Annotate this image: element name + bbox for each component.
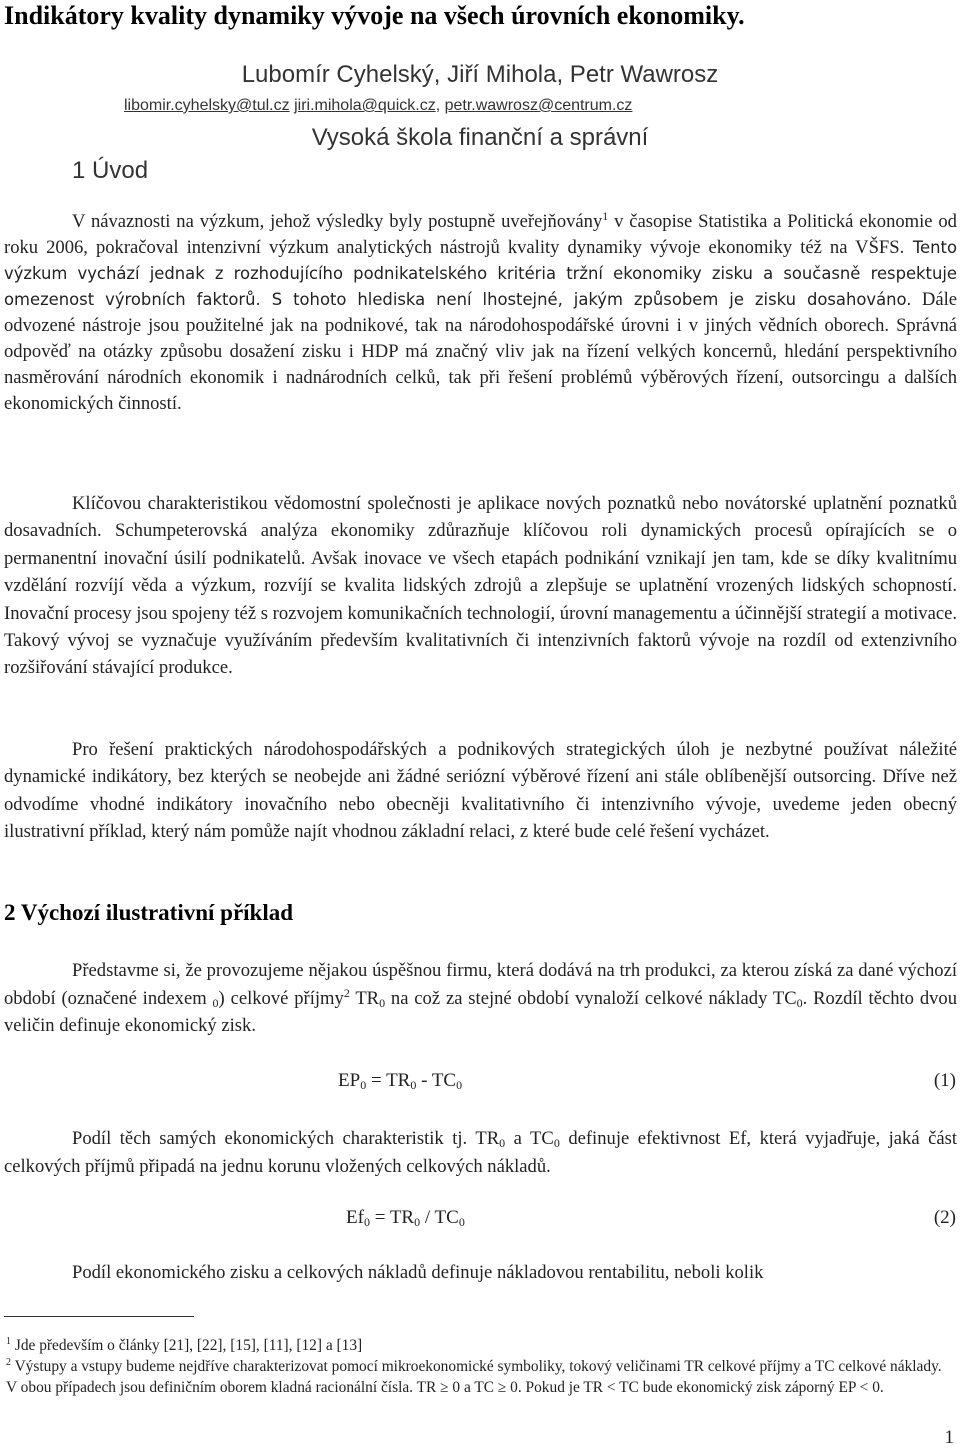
subscript: 0 [410, 1078, 417, 1092]
paragraph-text: definuje efektivnost Ef, která vyjadřuje, jaká část celkových příjmů připadá na jednu korunu vložených celkových nákladů. [4, 1128, 957, 1177]
footnote-divider [4, 1316, 194, 1317]
equation-operator: - [416, 1070, 432, 1091]
paragraph-example [4, 957, 957, 1040]
footnote-reference: 2 [343, 985, 350, 1000]
subscript: 0 [414, 1215, 421, 1229]
paragraph-text: TR [349, 987, 380, 1009]
paragraph-text: ) celkové příjmy [218, 987, 344, 1009]
paragraph-intro [4, 209, 957, 417]
paragraph-rentability: Podíl ekonomického zisku a celkových nákladů definuje nákladovou rentabilitu, neboli kolik [72, 1262, 764, 1283]
equation-term: Ef [346, 1207, 364, 1228]
email-link[interactable]: libomir.cyhelsky@tul.cz [124, 97, 290, 114]
subscript: 0 [379, 995, 386, 1010]
subscript: 0 [212, 995, 219, 1010]
footnote-reference: 1 [602, 209, 609, 223]
authors-line: Lubomír Cyhelský, Jiří Mihola, Petr Wawrosz [241, 61, 719, 88]
paragraph-text: Tento výzkum vychází jednak z rozhodujícího podnikatelského kritéria tržní ekonomiky zisku a současně respektuje omezenost výrobních faktorů. [4, 238, 957, 309]
equation-economic-profit [338, 1068, 462, 1094]
subscript: 0 [360, 1078, 367, 1092]
equation-term: EP [338, 1070, 361, 1091]
subscript: 0 [458, 1215, 465, 1229]
section-heading-example: 2 Výchozí ilustrativní příklad [4, 900, 294, 925]
equation-term: TR [389, 1207, 415, 1228]
paragraph-text: Představme si, že provozujeme nějakou úspěšnou firmu, která dodává na trh produkci, za kterou získá za dané výchozí období (označené indexem [4, 960, 957, 1009]
paragraph-text: Podíl těch samých ekonomických charakteristik tj. TR [72, 1128, 500, 1149]
paragraph-indicators: Pro řešení praktických národohospodářských a podnikových strategických úloh je nezbytné používat náležité dynamické indikátory, bez kterých se neobejde ani žádné seriózní výběrové řízení ani stále oblíbenější outsorcing. Dříve než odvodíme vhodné indikátory inovačního nebo obecněji kvalitativního či intenzivního vývoje, uvedeme jeden obecný ilustrativní příklad, který nám pomůže najít vhodnou základní relaci, z které bude celé řešení vycházet. [4, 739, 957, 843]
subscript: 0 [456, 1078, 463, 1092]
subscript: 0 [796, 995, 803, 1010]
paragraph-efficiency [4, 1125, 957, 1180]
document-title: Indikátory kvality dynamiky vývoje na všech úrovních ekonomiky. [4, 1, 745, 30]
email-link[interactable]: petr.wawrosz@centrum.cz [444, 97, 633, 114]
paragraph-text: v časopise Statistika a Politická ekonomie od roku 2006, pokračoval intenzivní výzkum analytických nástrojů kvality dynamiky vývoje ekonomiky též na VŠFS. [4, 211, 957, 258]
institution-name: Vysoká škola finanční a správní [311, 124, 649, 151]
equation-operator: / [420, 1207, 435, 1228]
paragraph-text: S tohoto hlediska není lhostejné, jakým způsobem je zisku dosahováno. [260, 290, 912, 309]
section-heading-intro: 1 Úvod [72, 157, 149, 184]
equation-operator: = [366, 1070, 387, 1091]
footnote-2 [6, 1356, 956, 1398]
equation-term: TC [431, 1070, 457, 1091]
subscript: 0 [553, 1136, 560, 1150]
paragraph-text: a TC [505, 1128, 554, 1149]
page-number: 1 [944, 1427, 954, 1448]
paragraph-text: Dále odvozené nástroje jsou použitelné jak na podnikové, tak na národohospodářské úrovni i v jiných vědních oborech. Správná odpověď na otázky způsobu dosažení zisku i HDP má značný vliv jak na řízení velkých koncernů, hledání perspektivního nasměrování národních ekonomik i nadnárodních celků, tak při řešení problémů výběrových řízení, outsorcingu a dalších ekonomických činností. [4, 289, 957, 414]
equation-number: (2) [933, 1207, 956, 1228]
equation-efficiency [346, 1205, 465, 1231]
footnote-text: Jde především o články [21], [22], [15], [11], [12] a [13] [11, 1337, 363, 1354]
email-link[interactable]: jiri.mihola@quick.cz [294, 97, 436, 114]
paragraph-knowledge-society: Klíčovou charakteristikou vědomostní společnosti je aplikace nových poznatků nebo novátorské uplatnění poznatků dosavadních. Schumpeterovská analýza ekonomiky zdůrazňuje klíčovou roli dynamických procesů opírajících se o permanentní inovační úsilí podnikatelů. Avšak inovace ve všech etapách podnikání vznikají jen tam, kde se díky kvalitnímu vzdělání rozvíjí věda a výzkum, rozvíjí se kvalita lidských zdrojů a zlepšuje se uplatnění vrozených lidských schopností. Inovační procesy jsou spojeny též s rozvojem komunikačních technologií, úrovní managementu a účinnější strategií a motivace. Takový vývoj se vyznačuje využíváním především kvalitativních či intenzivních faktorů vývoje na rozdíl od extenzivního rozšiřování stávající produkce. [4, 493, 957, 679]
subscript: 0 [499, 1136, 506, 1150]
footnote-mark: 1 [6, 1336, 11, 1347]
equation-operator: = [369, 1207, 390, 1228]
paragraph-text: V návaznosti na výzkum, jehož výsledky byly postupně uveřejňovány [72, 211, 603, 232]
subscript: 0 [363, 1215, 370, 1229]
footnote-mark: 2 [6, 1357, 11, 1368]
paragraph-text: na což za stejné období vynaloží celkové náklady TC [385, 987, 797, 1009]
equation-term: TR [386, 1070, 411, 1091]
equation-term: TC [434, 1207, 459, 1228]
paragraph-text: . Rozdíl těchto dvou veličin definuje ekonomický zisk. [4, 987, 958, 1036]
footnote-text: Výstupy a vstupy budeme nejdříve charakterizovat pomocí mikroekonomické symboliky, tokový veličinami TR celkové příjmy a TC celkové náklady. V obou případech jsou definičním oborem kladná racionální čísla. TR ≥ 0 a TC ≥ 0. Pokud je TR < TC bude ekonomický zisk záporný EP < 0. [6, 1358, 942, 1396]
emails-line: libomir.cyhelsky@tul.cz jiri.mihola@quick.cz, petr.wawrosz@centrum.cz [124, 97, 633, 114]
equation-number: (1) [933, 1070, 956, 1091]
footnote-1 [6, 1335, 956, 1356]
